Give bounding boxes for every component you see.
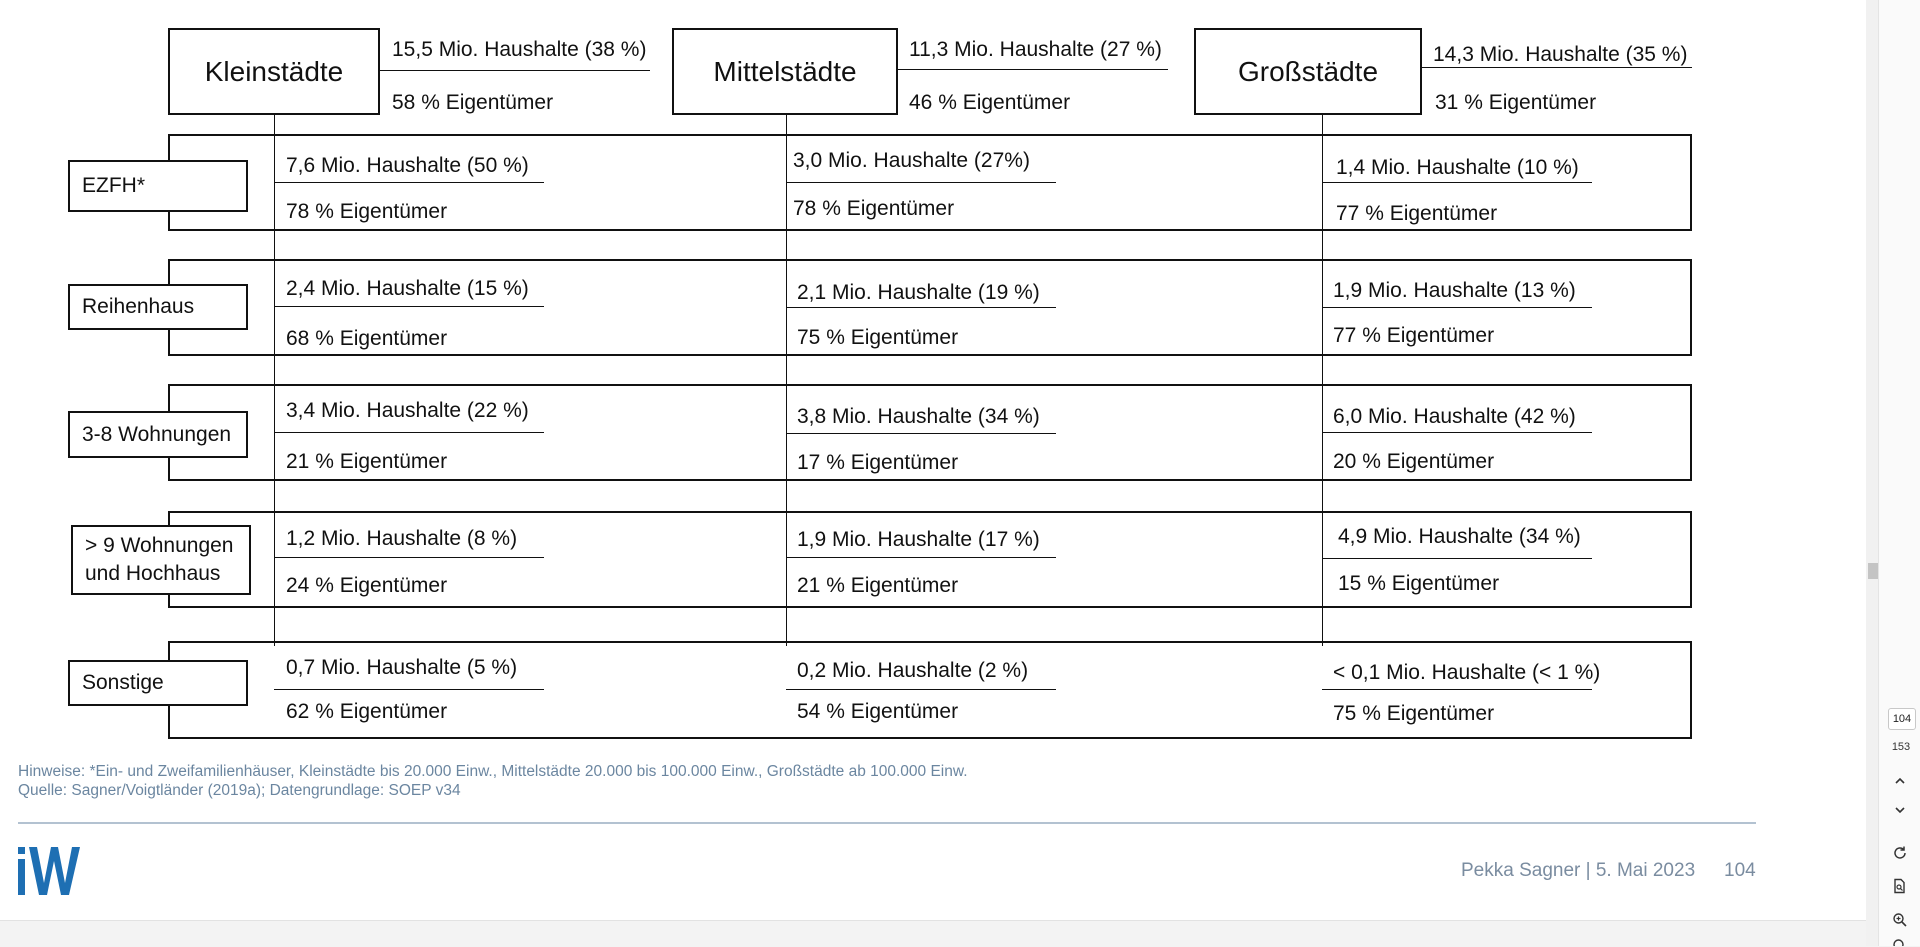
current-page-box[interactable] [1888, 708, 1916, 730]
divider-line [380, 70, 650, 71]
city-name: Großstädte [1237, 55, 1379, 87]
divider-line [274, 306, 544, 307]
type-label: > 9 Wohnungen und Hochhaus [85, 534, 234, 585]
cell-households: 1,4 Mio. Haushalte (10 %) [1336, 156, 1579, 179]
type-label: Sonstige [82, 671, 164, 694]
total-pages-label: 153 [1891, 741, 1911, 753]
divider-line [786, 689, 1056, 690]
cell-owners: 75 % Eigentümer [797, 326, 959, 349]
refresh-icon [1892, 845, 1908, 861]
city-households: 11,3 Mio. Haushalte (27 %) [909, 38, 1162, 61]
cell-households: 2,1 Mio. Haushalte (19 %) [797, 281, 1040, 304]
type-label: EZFH* [82, 174, 145, 197]
cell-households: 0,7 Mio. Haushalte (5 %) [286, 656, 518, 679]
logo-dot [18, 847, 25, 854]
cell-owners: 24 % Eigentümer [286, 574, 448, 597]
logo-w [29, 847, 80, 895]
city-name: Mittelstädte [713, 55, 857, 87]
divider-line [1422, 67, 1692, 68]
type-box-reihenhaus [68, 284, 248, 330]
cell-households: 3,8 Mio. Haushalte (34 %) [797, 405, 1040, 428]
city-owners: 58 % Eigentümer [392, 91, 554, 114]
type-label: Reihenhaus [82, 295, 195, 318]
cell-owners: 77 % Eigentümer [1336, 202, 1498, 225]
footer-author-date: Pekka Sagner | 5. Mai 2023 [1461, 860, 1696, 881]
cell-owners: 15 % Eigentümer [1338, 572, 1500, 595]
cell-households: 3,0 Mio. Haushalte (27%) [793, 149, 1030, 172]
cell-households: 4,9 Mio. Haushalte (34 %) [1338, 525, 1581, 548]
city-box-kleinstaedte [168, 28, 380, 115]
city-box-mittelstaedte [672, 28, 898, 115]
zoom-in-icon [1892, 912, 1908, 928]
city-box-grossstaedte [1194, 28, 1422, 115]
divider-line [274, 557, 544, 558]
cell-households: 3,4 Mio. Haushalte (22 %) [286, 399, 529, 422]
divider-line [1322, 307, 1592, 308]
document-search-icon [1892, 878, 1908, 894]
page-up-button[interactable] [1890, 774, 1910, 794]
divider-line [274, 182, 544, 183]
zoom-out-icon [1892, 938, 1908, 946]
current-page-value: 104 [1892, 713, 1912, 725]
divider-line [1322, 182, 1592, 183]
cell-owners: 62 % Eigentümer [286, 700, 448, 723]
divider-line [274, 689, 544, 690]
divider-line [786, 307, 1056, 308]
cell-owners: 78 % Eigentümer [793, 197, 955, 220]
cell-households: 7,6 Mio. Haushalte (50 %) [286, 154, 529, 177]
cell-households: 1,9 Mio. Haushalte (13 %) [1333, 279, 1576, 302]
type-box-ezfh [68, 160, 248, 212]
divider-line [898, 69, 1168, 70]
divider-line [1322, 432, 1592, 433]
cell-owners: 77 % Eigentümer [1333, 324, 1495, 347]
city-owners: 46 % Eigentümer [909, 91, 1071, 114]
document-button[interactable] [1890, 878, 1910, 898]
logo-i-stem [18, 859, 25, 895]
city-owners: 31 % Eigentümer [1435, 91, 1597, 114]
footer-rule [18, 822, 1756, 824]
cell-households: < 0,1 Mio. Haushalte (< 1 %) [1333, 661, 1601, 684]
cell-owners: 75 % Eigentümer [1333, 702, 1495, 725]
chevron-up-icon [1893, 774, 1907, 788]
zoom-in-button[interactable] [1890, 912, 1910, 932]
source-note: Quelle: Sagner/Voigtländer (2019a); Datengrundlage: SOEP v34 [18, 782, 461, 799]
page-down-button[interactable] [1890, 803, 1910, 823]
cell-households: 2,4 Mio. Haushalte (15 %) [286, 277, 529, 300]
cell-owners: 17 % Eigentümer [797, 451, 959, 474]
cell-owners: 68 % Eigentümer [286, 327, 448, 350]
city-name: Kleinstädte [204, 55, 344, 87]
hinweise-note: Hinweise: *Ein- und Zweifamilienhäuser, Kleinstädte bis 20.000 Einw., Mittelstädte 20.000 bis 100.000 Einw., Großstädte ab 100.000 Einw. [18, 763, 968, 780]
cell-owners: 54 % Eigentümer [797, 700, 959, 723]
type-label: 3-8 Wohnungen [82, 422, 232, 446]
horizontal-scroll-area[interactable] [0, 920, 1866, 947]
type-box-sonstige [68, 660, 248, 706]
divider-line [786, 433, 1056, 434]
cell-households: 6,0 Mio. Haushalte (42 %) [1333, 405, 1576, 428]
footer-page-number: 104 [1724, 860, 1756, 881]
divider-line [1322, 558, 1592, 559]
divider-line [1322, 689, 1592, 690]
divider-line [274, 432, 544, 433]
divider-line [786, 557, 1056, 558]
city-households: 15,5 Mio. Haushalte (38 %) [392, 38, 647, 61]
cell-owners: 78 % Eigentümer [286, 200, 448, 223]
cell-households: 0,2 Mio. Haushalte (2 %) [797, 659, 1029, 682]
cell-owners: 21 % Eigentümer [286, 450, 448, 473]
vertical-scrollbar[interactable] [1866, 0, 1878, 946]
chevron-down-icon [1893, 803, 1907, 817]
type-box-3-8 [68, 411, 248, 458]
refresh-button[interactable] [1890, 845, 1910, 865]
divider-line [786, 182, 1056, 183]
type-box-9plus [71, 525, 251, 595]
cell-households: 1,9 Mio. Haushalte (17 %) [797, 528, 1040, 551]
cell-households: 1,2 Mio. Haushalte (8 %) [286, 527, 518, 550]
iw-logo [16, 845, 92, 897]
zoom-out-icon-partial[interactable] [1892, 938, 1908, 946]
cell-owners: 20 % Eigentümer [1333, 450, 1495, 473]
cell-owners: 21 % Eigentümer [797, 574, 959, 597]
city-households: 14,3 Mio. Haushalte (35 %) [1433, 43, 1688, 66]
